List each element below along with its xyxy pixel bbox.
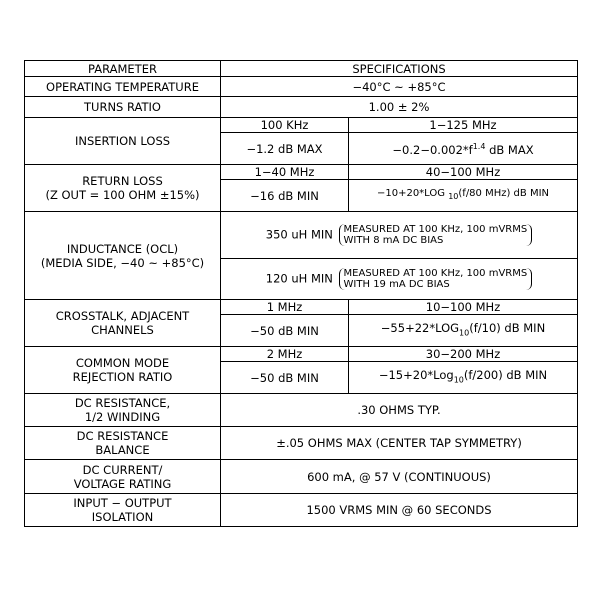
isolation-label xyxy=(25,494,221,527)
inductance-label-line2: (MEDIA SIDE, −40 ~ +85°C) xyxy=(40,255,205,270)
header-row xyxy=(25,61,578,77)
common-mode-col2-header: 30−200 MHz xyxy=(349,347,578,362)
crosstalk-label-line2: CHANNELS xyxy=(91,323,154,337)
common-mode-header-row xyxy=(25,347,578,362)
return-loss-col2-header: 40−100 MHz xyxy=(349,165,578,180)
common-mode-label-line1: COMMON MODE xyxy=(75,356,170,370)
common-mode-col1-value: −50 dB MIN xyxy=(221,362,349,394)
dc-resistance-label-line1: DC RESISTANCE, xyxy=(74,396,171,410)
common-mode-formula-tail: (f/200) dB MIN xyxy=(463,367,548,382)
common-mode-col2-value xyxy=(349,362,578,394)
inductance-label xyxy=(25,212,221,300)
crosstalk-label-line1: CROSSTALK, ADJACENT xyxy=(55,309,190,323)
operating-temperature-value: −40°C ~ +85°C xyxy=(221,77,578,97)
return-loss-col1-value: −16 dB MIN xyxy=(221,180,349,212)
return-loss-log-base: 10 xyxy=(448,192,459,201)
inductance-value-120 xyxy=(221,259,578,300)
common-mode-label-line2: REJECTION RATIO xyxy=(72,370,173,384)
common-mode-label xyxy=(25,347,221,394)
crosstalk-formula-tail: (f/10) dB MIN xyxy=(469,320,546,335)
dc-current-value: 600 mA, @ 57 V (CONTINUOUS) xyxy=(221,460,578,494)
dc-current-row xyxy=(25,460,578,494)
inductance-label-line1: INDUCTANCE (OCL) xyxy=(66,241,179,256)
dc-current-label-line2: VOLTAGE RATING xyxy=(73,476,172,491)
operating-temperature-label: OPERATING TEMPERATURE xyxy=(25,77,221,97)
return-loss-label xyxy=(25,165,221,212)
insertion-loss-label: INSERTION LOSS xyxy=(25,118,221,165)
dc-resistance-value: .30 OHMS TYP. xyxy=(221,394,578,427)
insertion-loss-header-row xyxy=(25,118,578,133)
dc-current-label-line1: DC CURRENT/ xyxy=(82,462,163,477)
insertion-loss-col1-value: −1.2 dB MAX xyxy=(221,133,349,165)
operating-temperature-row xyxy=(25,77,578,97)
dc-resistance-balance-label-line1: DC RESISTANCE xyxy=(76,429,169,443)
specification-table xyxy=(24,60,578,527)
turns-ratio-label: TURNS RATIO xyxy=(25,97,221,118)
insertion-loss-col1-header: 100 KHz xyxy=(221,118,349,133)
insertion-loss-exponent: 1.4 xyxy=(472,142,486,152)
dc-resistance-balance-label-line2: BALANCE xyxy=(95,443,150,457)
dc-current-label xyxy=(25,460,221,494)
dc-resistance-balance-label xyxy=(25,427,221,460)
inductance-350-note-line2: WITH 8 mA DC BIAS xyxy=(343,235,444,246)
insertion-loss-col2-header: 1−125 MHz xyxy=(349,118,578,133)
inductance-value-350 xyxy=(221,212,578,259)
insertion-loss-unit: dB MAX xyxy=(485,142,534,157)
insertion-loss-formula: −0.2−0.002*f xyxy=(392,142,473,157)
return-loss-col2-value xyxy=(349,180,578,212)
dc-resistance-label-line2: 1/2 WINDING xyxy=(84,410,161,424)
inductance-350-note-line1: MEASURED AT 100 KHz, 100 mVRMS xyxy=(343,224,528,235)
isolation-value: 1500 VRMS MIN @ 60 SECONDS xyxy=(221,494,578,527)
inductance-120-note xyxy=(339,268,533,290)
isolation-row xyxy=(25,494,578,527)
isolation-label-line2: ISOLATION xyxy=(91,510,154,524)
crosstalk-header-row xyxy=(25,300,578,315)
crosstalk-col1-header: 1 MHz xyxy=(221,300,349,315)
insertion-loss-col2-value xyxy=(349,133,578,165)
common-mode-log-base: 10 xyxy=(453,375,464,385)
crosstalk-label xyxy=(25,300,221,347)
crosstalk-col2-value xyxy=(349,315,578,347)
inductance-350-note xyxy=(339,224,533,246)
dc-resistance-label xyxy=(25,394,221,427)
turns-ratio-value: 1.00 ± 2% xyxy=(221,97,578,118)
inductance-350-value: 350 uH MIN xyxy=(265,227,333,242)
return-loss-formula: −10+20*LOG xyxy=(376,188,449,199)
dc-resistance-row xyxy=(25,394,578,427)
isolation-label-line1: INPUT − OUTPUT xyxy=(73,496,172,510)
crosstalk-col2-header: 10−100 MHz xyxy=(349,300,578,315)
dc-resistance-balance-value: ±.05 OHMS MAX (CENTER TAP SYMMETRY) xyxy=(221,427,578,460)
inductance-row-1 xyxy=(25,212,578,259)
turns-ratio-row xyxy=(25,97,578,118)
crosstalk-log-base: 10 xyxy=(459,328,470,338)
inductance-120-value: 120 uH MIN xyxy=(265,271,333,286)
specification-sheet xyxy=(24,60,577,527)
crosstalk-col1-value: −50 dB MIN xyxy=(221,315,349,347)
return-loss-header-row xyxy=(25,165,578,180)
common-mode-formula: −15+20*Log xyxy=(378,367,454,382)
inductance-120-note-line2: WITH 19 mA DC BIAS xyxy=(343,279,450,290)
crosstalk-formula: −55+22*LOG xyxy=(380,320,460,335)
dc-resistance-balance-row xyxy=(25,427,578,460)
parameter-header: PARAMETER xyxy=(25,61,221,77)
return-loss-formula-tail: (f/80 MHz) dB MIN xyxy=(458,188,550,199)
inductance-120-note-line1: MEASURED AT 100 KHz, 100 mVRMS xyxy=(343,268,528,279)
return-loss-col1-header: 1−40 MHz xyxy=(221,165,349,180)
common-mode-col1-header: 2 MHz xyxy=(221,347,349,362)
specifications-header: SPECIFICATIONS xyxy=(221,61,578,77)
return-loss-label-line1: RETURN LOSS xyxy=(82,174,163,188)
return-loss-label-line2: (Z OUT = 100 OHM ±15%) xyxy=(45,188,200,202)
